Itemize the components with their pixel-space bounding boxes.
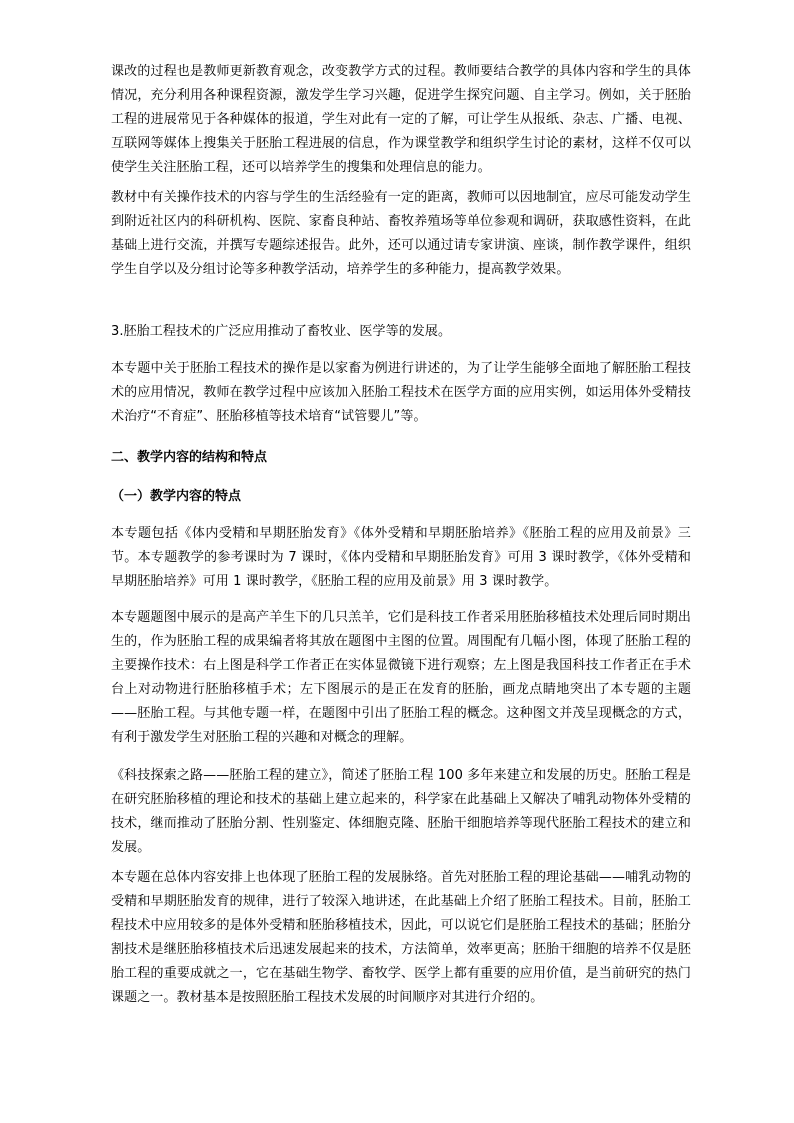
paragraph-operation-techniques: 教材中有关操作技术的内容与学生的生活经验有一定的距离，教师可以因地制宜，应尽可能发动学生到附近社区内的科研机构、医院、家畜良种站、畜牧养殖场等单位参观和调研，获取感性资料，在此基础上进行交流，并撰写专题综述报告。此外，还可以通过请专家讲演、座谈，制作教学课件，组织学生自学以及分组讨论等多种教学活动，培养学生的多种能力，提高教学效果。 — [111, 190, 691, 277]
paragraph-medical-applications: 本专题中关于胚胎工程技术的操作是以家畜为例进行讲述的，为了让学生能够全面地了解胚胎工程技术的应用情况，教师在教学过程中应该加入胚胎工程技术在医学方面的应用实例，如运用体外受精技术治疗“不育症”、胚胎移植等技术培育“试管婴儿”等。 — [111, 361, 691, 424]
paragraph-curriculum-reform: 课改的过程也是教师更新教育观念，改变教学方式的过程。教师要结合教学的具体内容和学生的具体情况，充分利用各种课程资源，激发学生学习兴趣，促进学生探究问题、自主学习。例如，关于胚胎工程的进展常见于各种媒体的报道，学生对此有一定的了解，可让学生从报纸、杂志、广播、电视、互联网等媒体上搜集关于胚胎工程进展的信息，作为课堂教学和组织学生讨论的素材，这样不仅可以使学生关注胚胎工程，还可以培养学生的搜集和处理信息的能力。 — [111, 64, 691, 175]
paragraph-title-image: 本专题题图中展示的是高产羊生下的几只羔羊，它们是科技工作者采用胚胎移植技术处理后同时期出生的，作为胚胎工程的成果编者将其放在题图中主图的位置。周围配有几幅小图，体现了胚胎工程的主要操作技术：右上图是科学工作者正在实体显微镜下进行观察；左上图是我国科技工作者正在手术台上对动物进行胚胎移植手术；左下图展示的是正在发育的胚胎，画龙点睛地突出了本专题的主题——胚胎工程。与其他专题一样，在题图中引出了胚胎工程的概念。这种图文并茂呈现概念的方式，有利于激发学生对胚胎工程的兴趣和对概念的理解。 — [111, 610, 691, 745]
subsection-heading-features: （一）教学内容的特点 — [111, 489, 242, 504]
paragraph-point-3: 3.胚胎工程技术的广泛应用推动了畜牧业、医学等的发展。 — [111, 324, 452, 339]
paragraph-topic-overview: 本专题包括《体内受精和早期胚胎发育》《体外受精和早期胚胎培养》《胚胎工程的应用及前景》三节。本专题教学的参考课时为 7 课时，《体内受精和早期胚胎发育》可用 3 课时教学，《体外受精和早期胚胎培养》可用 1 课时教学，《胚胎工程的应用及前景》用 3 课时教学。 — [111, 526, 691, 589]
paragraph-development-sequence: 本专题在总体内容安排上也体现了胚胎工程的发展脉络。首先对胚胎工程的理论基础——哺乳动物的受精和早期胚胎发育的规律，进行了较深入地讲述，在此基础上介绍了胚胎工程技术。目前，胚胎工程技术中应用较多的是体外受精和胚胎移植技术，因此，可以说它们是胚胎工程技术的基础；胚胎分割技术是继胚胎移植技术后迅速发展起来的技术，方法简单，效率更高；胚胎干细胞的培养不仅是胚胎工程的重要成就之一，它在基础生物学、畜牧学、医学上都有重要的应用价值，是当前研究的热门课题之一。教材基本是按照胚胎工程技术发展的时间顺序对其进行介绍的。 — [111, 870, 691, 1005]
section-heading-structure: 二、教学内容的结构和特点 — [111, 450, 268, 465]
paragraph-history: 《科技探索之路——胚胎工程的建立》，简述了胚胎工程 100 多年来建立和发展的历史。胚胎工程是在研究胚胎移植的理论和技术的基础上建立起来的，科学家在此基础上又解决了哺乳动物体外受精的技术，继而推动了胚胎分割、性别鉴定、体细胞克隆、胚胎干细胞培养等现代胚胎工程技术的建立和发展。 — [111, 768, 691, 855]
